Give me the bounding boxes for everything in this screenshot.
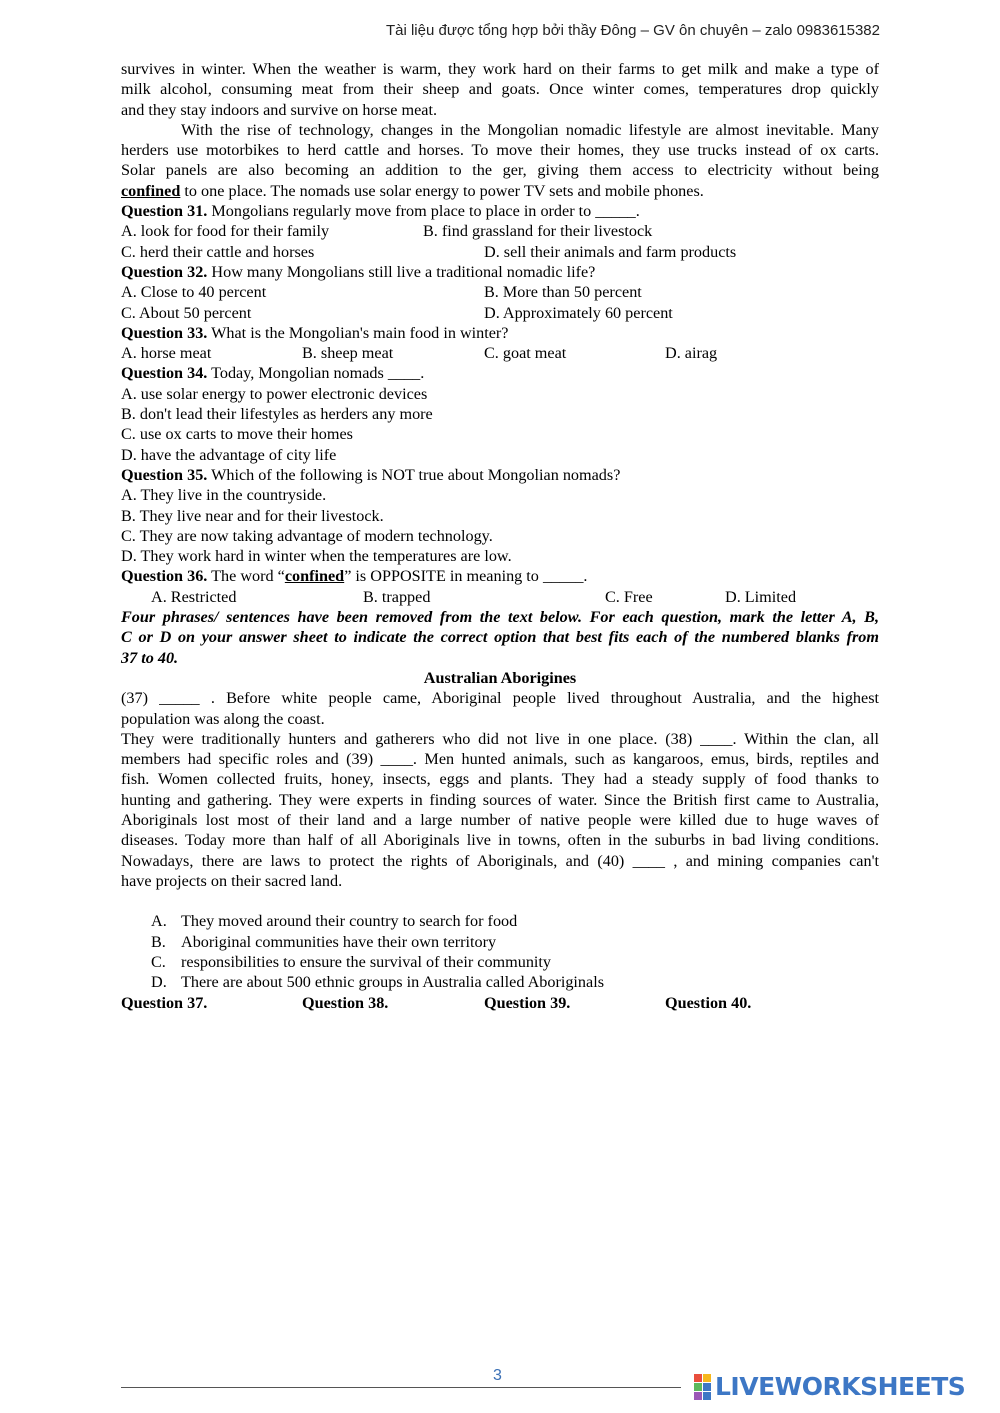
page-header: Tài liệu được tổng hợp bởi thầy Đông – GV ôn chuyên – zalo 0983615382 bbox=[385, 22, 880, 39]
passage-line: Nowadays, there are laws to protect the rights of Aboriginals, and (40) ____ , and mining companies can't bbox=[121, 851, 879, 870]
option-c[interactable]: C. About 50 percent bbox=[121, 303, 252, 322]
answer-row bbox=[121, 993, 879, 1013]
option-text: responsibilities to ensure the survival of their community bbox=[181, 953, 551, 972]
question-label: Question 34. bbox=[121, 364, 208, 383]
option-text: They moved around their country to search for food bbox=[181, 912, 518, 931]
option-c[interactable]: C. use ox carts to move their homes bbox=[121, 425, 353, 444]
instructions-line: Four phrases/ sentences have been removed from the text below. For each question, mark the letter A, B, bbox=[121, 608, 879, 627]
page-number: 3 bbox=[493, 1367, 502, 1384]
option-b[interactable]: B. find grassland for their livestock bbox=[423, 222, 653, 241]
option-b[interactable]: B. don't lead their lifestyles as herders any more bbox=[121, 405, 433, 424]
option-c[interactable]: C. goat meat bbox=[484, 344, 567, 363]
option-letter: D. bbox=[151, 973, 167, 992]
option-a[interactable]: A. horse meat bbox=[121, 344, 212, 363]
option-a[interactable]: A. look for food for their family bbox=[121, 222, 330, 241]
option-b[interactable]: B. More than 50 percent bbox=[484, 283, 642, 302]
question-text: Mongolians regularly move from place to place in order to _____. bbox=[207, 202, 640, 221]
question-32 bbox=[121, 262, 879, 282]
question-label: Question 36. bbox=[121, 567, 208, 586]
instructions-line: 37 to 40. bbox=[121, 648, 179, 667]
passage-line: With the rise of technology, changes in the Mongolian nomadic lifestyle are almost inevitable. Many bbox=[181, 120, 879, 139]
option-d[interactable]: D. sell their animals and farm products bbox=[484, 242, 737, 261]
passage-line: have projects on their sacred land. bbox=[121, 871, 343, 890]
question-text: The word “ bbox=[207, 567, 285, 586]
option-a[interactable]: A. Close to 40 percent bbox=[121, 283, 267, 302]
brand-text: LIVEWORKSHEETS bbox=[715, 1372, 966, 1401]
passage-line: fish. Women collected fruits, honey, insects, eggs and plants. They had a steady supply of food thanks to bbox=[121, 770, 879, 789]
document-body bbox=[121, 59, 879, 1013]
option-a[interactable]: A. use solar energy to power electronic devices bbox=[121, 384, 428, 403]
passage-line: They were traditionally hunters and gatherers who did not live in one place. (38) ____. Within the clan, all bbox=[121, 729, 879, 748]
question-label: Question 33. bbox=[121, 323, 208, 342]
question-34 bbox=[121, 363, 879, 383]
answer-40[interactable]: Question 40. bbox=[665, 993, 752, 1012]
option-c[interactable]: C. They are now taking advantage of modern technology. bbox=[121, 526, 493, 545]
spacer bbox=[121, 891, 879, 911]
option-text: Aboriginal communities have their own territory bbox=[181, 932, 497, 951]
instructions-line: C or D on your answer sheet to indicate the correct option that best fits each of the numbered blanks from bbox=[121, 628, 879, 647]
question-label: Question 35. bbox=[121, 465, 208, 484]
question-36 bbox=[121, 566, 879, 586]
option-row bbox=[121, 587, 879, 607]
question-35 bbox=[121, 465, 879, 485]
passage-line bbox=[121, 181, 879, 201]
passage-line: members had specific roles and (39) ____. Men hunted animals, such as kangaroos, emus, birds, reptiles and bbox=[121, 750, 879, 769]
highlighted-word: confined bbox=[284, 567, 345, 586]
option-c[interactable]: C. Free bbox=[605, 587, 653, 606]
option-row bbox=[121, 282, 879, 302]
option-letter: A. bbox=[151, 912, 167, 931]
option-item[interactable] bbox=[121, 932, 879, 952]
option-a[interactable]: A. Restricted bbox=[151, 587, 237, 606]
footer-divider bbox=[121, 1387, 681, 1388]
option-d[interactable]: D. Limited bbox=[725, 587, 797, 606]
question-text: Which of the following is NOT true about Mongolian nomads? bbox=[207, 465, 621, 484]
passage-text: to one place. The nomads use solar energy to power TV sets and mobile phones. bbox=[180, 181, 704, 200]
option-row bbox=[121, 303, 879, 323]
question-text: Today, Mongolian nomads ____. bbox=[207, 364, 425, 383]
highlighted-word: confined bbox=[121, 181, 181, 200]
option-letter: B. bbox=[151, 932, 166, 951]
passage-line: Solar panels are also becoming an addition to the ger, giving them access to electricity without being bbox=[121, 161, 879, 180]
passage-title: Australian Aborigines bbox=[423, 668, 577, 687]
option-row bbox=[121, 221, 879, 241]
question-label: Question 32. bbox=[121, 262, 208, 281]
option-item[interactable] bbox=[121, 952, 879, 972]
option-b[interactable]: B. They live near and for their livestock. bbox=[121, 506, 384, 525]
answer-37[interactable]: Question 37. bbox=[121, 993, 208, 1012]
question-text: ” is OPPOSITE in meaning to _____. bbox=[344, 567, 588, 586]
passage-line: diseases. Today more than half of all Aboriginals live in towns, often in the suburbs in bad living conditions. bbox=[121, 831, 879, 850]
logo-mark-icon bbox=[694, 1374, 711, 1400]
option-row bbox=[121, 242, 879, 262]
question-text: What is the Mongolian's main food in winter? bbox=[207, 323, 509, 342]
question-31 bbox=[121, 201, 879, 221]
option-b[interactable]: B. trapped bbox=[363, 587, 431, 606]
option-d[interactable]: D. airag bbox=[665, 344, 718, 363]
option-d[interactable]: D. have the advantage of city life bbox=[121, 445, 337, 464]
option-item[interactable] bbox=[121, 911, 879, 931]
option-letter: C. bbox=[151, 953, 166, 972]
passage-line: hunting and gathering. They were experts in finding sources of water. Since the British first came to Australia, bbox=[121, 790, 879, 809]
question-33 bbox=[121, 323, 879, 343]
option-item[interactable] bbox=[121, 972, 879, 992]
option-a[interactable]: A. They live in the countryside. bbox=[121, 486, 327, 505]
passage-line: and they stay indoors and survive on horse meat. bbox=[121, 100, 438, 119]
answer-38[interactable]: Question 38. bbox=[302, 993, 389, 1012]
question-text: How many Mongolians still live a traditional nomadic life? bbox=[207, 262, 596, 281]
answer-39[interactable]: Question 39. bbox=[484, 993, 571, 1012]
passage-line: (37) _____ . Before white people came, Aboriginal people lived throughout Australia, and the highest bbox=[121, 689, 879, 708]
option-d[interactable]: D. They work hard in winter when the temperatures are low. bbox=[121, 547, 512, 566]
passage-line: survives in winter. When the weather is warm, they work hard on their farms to get milk and make a type of bbox=[121, 60, 879, 78]
liveworksheets-logo[interactable] bbox=[694, 1372, 965, 1401]
option-text: There are about 500 ethnic groups in Australia called Aboriginals bbox=[181, 973, 604, 992]
option-d[interactable]: D. Approximately 60 percent bbox=[484, 303, 673, 322]
option-row bbox=[121, 343, 879, 363]
question-label: Question 31. bbox=[121, 202, 208, 221]
option-c[interactable]: C. herd their cattle and horses bbox=[121, 242, 315, 261]
passage-line: population was along the coast. bbox=[121, 709, 325, 728]
passage-line: Aboriginals lost most of their land and a large number of native people were killed due to huge waves of bbox=[121, 810, 879, 829]
passage-line: herders use motorbikes to herd cattle and horses. To move their homes, they use trucks instead of ox carts. bbox=[121, 141, 879, 160]
option-b[interactable]: B. sheep meat bbox=[302, 344, 394, 363]
passage-line: milk alcohol, consuming meat from their sheep and goats. Once winter comes, temperatures drop quickly bbox=[121, 80, 879, 99]
